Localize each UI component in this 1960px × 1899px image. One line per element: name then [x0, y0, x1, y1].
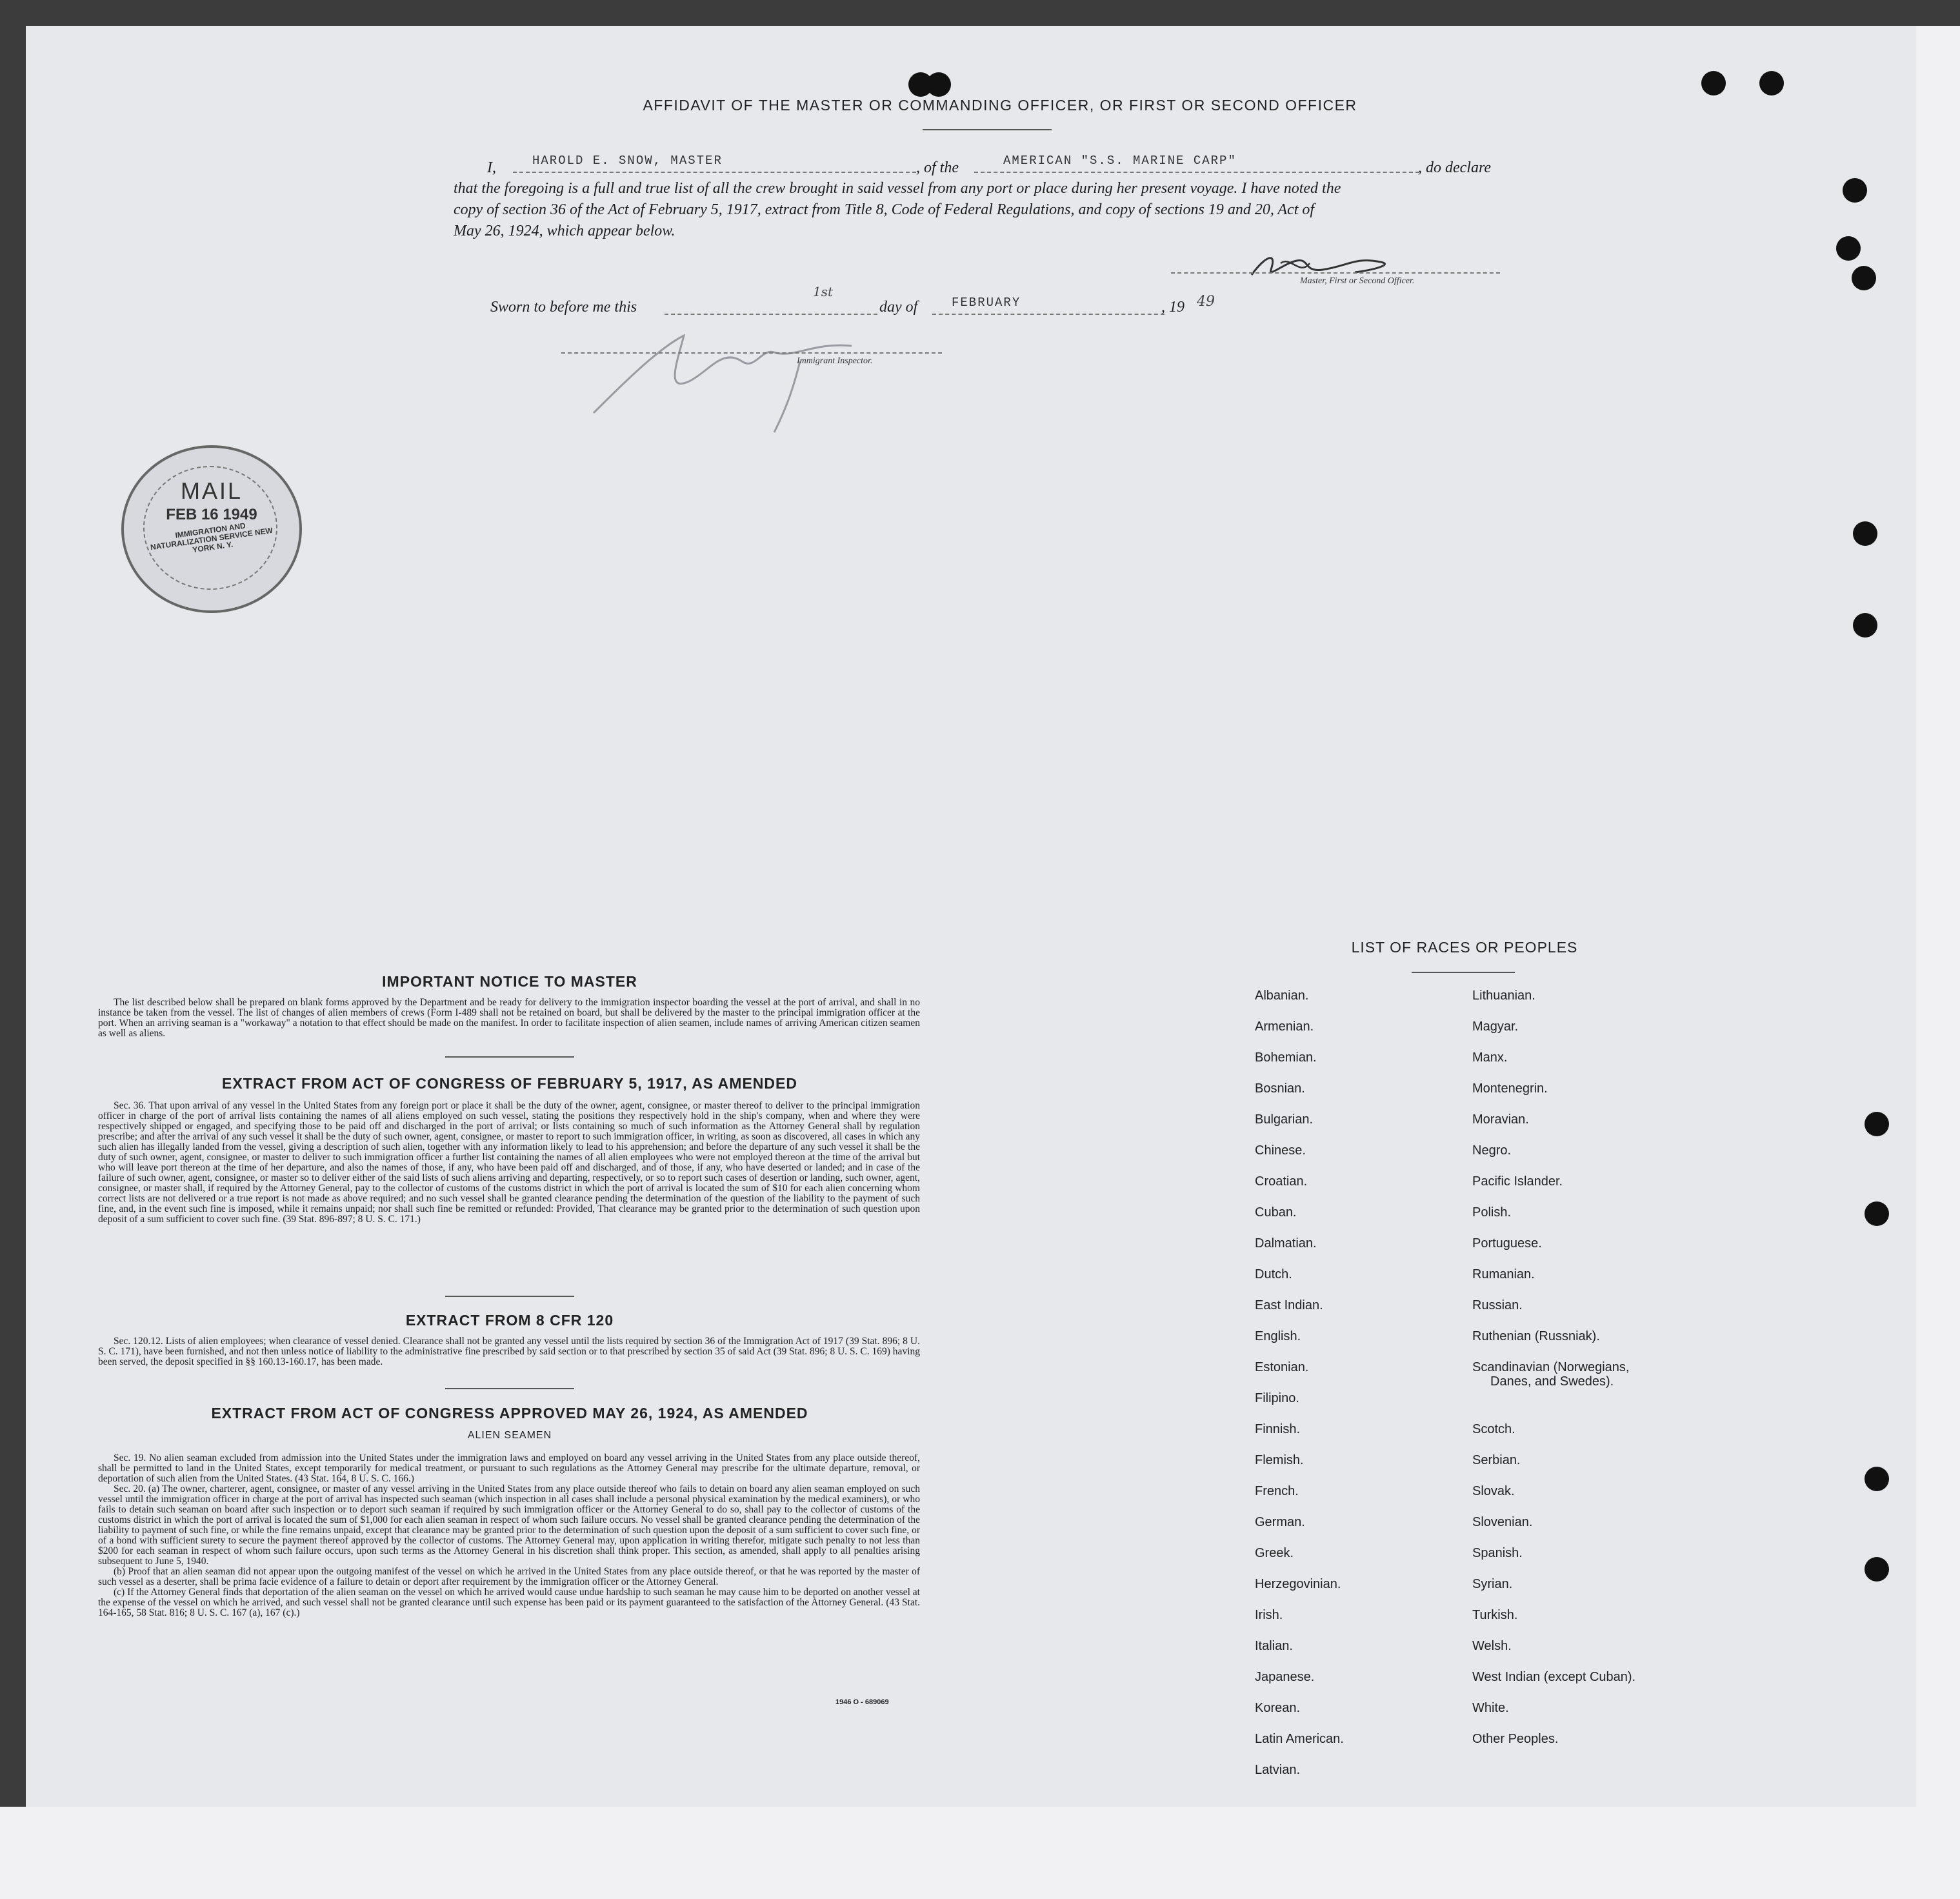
extract-cfr-title: EXTRACT FROM 8 CFR 120: [405, 1312, 614, 1329]
race-item: Pacific Islander.: [1472, 1174, 1563, 1189]
divider: [445, 1296, 574, 1297]
race-item: Manx.: [1472, 1050, 1508, 1065]
scan-edge: [1916, 26, 1960, 1807]
affidavit-i-label: I,: [487, 159, 496, 176]
race-item: Italian.: [1255, 1639, 1293, 1653]
race-item: Negro.: [1472, 1143, 1512, 1158]
race-item: Moravian.: [1472, 1112, 1529, 1127]
race-item: Croatian.: [1255, 1174, 1308, 1189]
race-item: Flemish.: [1255, 1453, 1304, 1467]
punch-hole: [1865, 1201, 1889, 1226]
section-19-paragraph: Sec. 19. No alien seaman excluded from admission into the United States under the immigration laws and employed on board any vessel arriving in the United States from any place outside thereof, shall be permitted to land in the United States, except temporarily for medical treatment, or pursuant to such regulations as the Attorney General may prescribe for the ultimate departure, removal, or deportation of such alien from the United States. (43 Stat. 164, 8 U. S. C. 166.): [98, 1452, 920, 1484]
day-line: [665, 314, 877, 315]
race-item: West Indian (except Cuban).: [1472, 1670, 1636, 1684]
notice-title: IMPORTANT NOTICE TO MASTER: [382, 973, 637, 990]
race-item: Japanese.: [1255, 1670, 1315, 1684]
stamp-org: IMMIGRATION AND NATURALIZATION SERVICE NEW YORK N. Y.: [150, 521, 274, 555]
affidavit-text-line2: that the foregoing is a full and true list of all the crew brought in said vessel from any port or place during her present voyage. I have noted the: [454, 180, 1341, 197]
master-name-line: [513, 172, 916, 173]
master-name-field: HAROLD E. SNOW, MASTER: [532, 154, 723, 168]
inspector-signature-line: [561, 352, 942, 354]
race-item: Portuguese.: [1472, 1236, 1542, 1251]
divider: [1412, 972, 1515, 973]
of-the-label: , of the: [916, 159, 959, 176]
race-item: French.: [1255, 1484, 1299, 1498]
punch-hole: [1852, 266, 1876, 290]
month-line: [932, 314, 1165, 315]
race-item: Slovenian.: [1472, 1515, 1533, 1529]
punch-hole: [1865, 1112, 1889, 1136]
race-item: Ruthenian (Russniak).: [1472, 1329, 1600, 1343]
race-item: Magyar.: [1472, 1020, 1519, 1034]
do-declare-label: , do declare: [1418, 159, 1492, 176]
race-item: Serbian.: [1472, 1453, 1521, 1467]
race-item: English.: [1255, 1329, 1301, 1343]
vessel-name-line: [974, 172, 1419, 173]
race-item: Other Peoples.: [1472, 1732, 1559, 1746]
section-120-paragraph: Sec. 120.12. Lists of alien employees; when clearance of vessel denied. Clearance shall not be granted any vessel until the lists required by section 36 of the Immigration Act of 1917 (39 Stat. 896; 8 U. S. C. 171), have been furnished, and not then unless notice of liability to the administrative fine prescribed by said section or to that prescribed by section 35 of said Act (39 Stat. 896; 8 U. S. C. 169) having been served, the deposit specified in §§ 160.13-160.17, has been made.: [98, 1336, 920, 1367]
race-item: Korean.: [1255, 1701, 1301, 1715]
race-item: Welsh.: [1472, 1639, 1512, 1653]
day-of-label: day of: [879, 299, 918, 316]
affidavit-text-line3: copy of section 36 of the Act of February 5, 1917, extract from Title 8, Code of Federal Regulations, and copy of sections 19 and 20, Act of: [454, 201, 1315, 218]
race-item: Estonian.: [1255, 1360, 1309, 1374]
race-item: East Indian.: [1255, 1298, 1323, 1312]
race-item: Turkish.: [1472, 1608, 1518, 1622]
race-item: Latvian.: [1255, 1763, 1301, 1777]
race-item: Herzegovinian.: [1255, 1577, 1341, 1591]
races-title: LIST OF RACES OR PEOPLES: [1351, 939, 1578, 956]
section-20c-paragraph: (c) If the Attorney General finds that deportation of the alien seaman on the vessel on which he arrived would cause undue hardship to such seaman he may cause him to be deported on another vessel at the expense of the vessel on which he arrived, and such vessel shall not be granted clearance until such expense has been paid or its payment guaranteed to the satisfaction of the Attorney General. (43 Stat. 164-165, 58 Stat. 816; 8 U. S. C. 167 (a), 167 (c).): [98, 1587, 920, 1618]
punch-hole: [1853, 613, 1877, 638]
race-item: Russian.: [1472, 1298, 1523, 1312]
race-item: Lithuanian.: [1472, 989, 1535, 1003]
race-item: Armenian.: [1255, 1020, 1314, 1034]
print-code: 1946 O - 689069: [835, 1698, 889, 1706]
punch-hole: [1701, 71, 1726, 95]
master-caption: Master, First or Second Officer.: [1300, 276, 1415, 286]
extract-1917-title: EXTRACT FROM ACT OF CONGRESS OF FEBRUARY 5, 1917, AS AMENDED: [222, 1075, 797, 1092]
stamp-mail-word: MAIL: [180, 477, 243, 504]
affidavit-title: AFFIDAVIT OF THE MASTER OR COMMANDING OFFICER, OR FIRST OR SECOND OFFICER: [643, 97, 1357, 114]
race-item: Polish.: [1472, 1205, 1512, 1220]
alien-seamen-subtitle: ALIEN SEAMEN: [467, 1430, 552, 1441]
punch-hole: [926, 72, 951, 97]
extract-1924-title: EXTRACT FROM ACT OF CONGRESS APPROVED MAY 26, 1924, AS AMENDED: [211, 1405, 808, 1422]
race-item: Chinese.: [1255, 1143, 1306, 1158]
inspector-signature: [581, 323, 942, 439]
race-item: Dutch.: [1255, 1267, 1292, 1281]
race-item: Rumanian.: [1472, 1267, 1535, 1281]
mail-date-stamp: [121, 445, 302, 613]
section-20a-paragraph: Sec. 20. (a) The owner, charterer, agent, consignee, or master of any vessel arriving in the United States from any place outside thereof who fails to detain on board any alien seaman employed on such vessel until the immigration officer in charge at the port of arrival has inspected such seaman (which inspection in all cases shall include a personal physical examination by the medical examiners), or who fails to detain such seaman on board after such inspection or to deport such seaman if required by such immigration officer or the Attorney General to do so, shall pay to the collector of customs of the customs district in which the port of arrival is located the sum of $1,000 for each alien seaman in respect of whom such failure occurs. No vessel shall be granted clearance pending the determination of the liability to payment of such fine, or while the fine remains unpaid, except that clearance may be granted prior to the determination of such question upon the deposit of a sum sufficient to cover such fine, or of a bond with sufficient surety to secure the payment thereof approved by the collector of customs. The Attorney General may, upon application in writing therefor, mitigate such penalty to not less than $200 for each seaman in respect of whom such failure occurs, upon such terms as the Attorney General in his discretion shall think proper. This section, as amended, shall apply to all penalties arising subsequent to June 5, 1940.: [98, 1483, 920, 1567]
race-item: Bulgarian.: [1255, 1112, 1314, 1127]
day-value: 1st: [813, 284, 834, 299]
scan-margin: [0, 1807, 1960, 1899]
notice-paragraph: The list described below shall be prepared on blank forms approved by the Department and be ready for delivery to the immigration inspector boarding the vessel at the port of arrival, and shall in no instance be taken from the vessel. The list of changes of alien members of crews (Form I-489 shall not be retained on board, but shall be delivered by the master to the principal immigration officer at the port. When an arriving seaman is a "workaway" a notation to that effect should be made on the manifest. In order to facilitate inspection of alien seamen, include names of arriving American citizen seamen as well as aliens.: [98, 997, 920, 1039]
race-item: Bohemian.: [1255, 1050, 1317, 1065]
race-item: Slovak.: [1472, 1484, 1515, 1498]
race-item: Montenegrin.: [1472, 1081, 1548, 1096]
punch-hole: [1865, 1557, 1889, 1582]
race-item: Finnish.: [1255, 1422, 1301, 1436]
race-item: Irish.: [1255, 1608, 1283, 1622]
stamp-date: FEB 16 1949: [166, 506, 257, 523]
race-item: Cuban.: [1255, 1205, 1297, 1220]
divider: [445, 1056, 574, 1058]
divider: [445, 1388, 574, 1389]
race-item: Scandinavian (Norwegians,: [1472, 1360, 1630, 1374]
title-divider: [923, 129, 1052, 130]
race-item: Filipino.: [1255, 1391, 1299, 1405]
race-item: Spanish.: [1472, 1546, 1523, 1560]
month-value: FEBRUARY: [952, 296, 1021, 310]
race-item: Scotch.: [1472, 1422, 1515, 1436]
race-item: Latin American.: [1255, 1732, 1344, 1746]
race-item: White.: [1472, 1701, 1509, 1715]
extract-cfr-body: [98, 1336, 920, 1367]
master-signature-line: [1171, 272, 1500, 274]
year-prefix: , 19: [1161, 299, 1185, 316]
race-item: Dalmatian.: [1255, 1236, 1317, 1251]
year-value: 49: [1197, 294, 1215, 310]
punch-hole: [1843, 178, 1867, 203]
punch-hole: [1865, 1467, 1889, 1491]
inspector-caption: Immigrant Inspector.: [797, 356, 873, 366]
extract-1917-body: [98, 1101, 920, 1225]
sworn-label: Sworn to before me this: [490, 299, 637, 316]
section-20b-paragraph: (b) Proof that an alien seaman did not appear upon the outgoing manifest of the vessel on which he arrived in the United States from any place outside thereof, or that he was reported by the master of such vessel as a deserter, shall be prima facie evidence of a failure to detain or deport after requirement by the immigration officer or the Attorney General.: [98, 1566, 920, 1587]
race-item: Bosnian.: [1255, 1081, 1305, 1096]
race-item: Greek.: [1255, 1546, 1294, 1560]
vessel-name-field: AMERICAN "S.S. MARINE CARP": [1003, 154, 1237, 168]
punch-hole: [1853, 521, 1877, 546]
notice-body: [98, 998, 920, 1039]
race-item: German.: [1255, 1515, 1305, 1529]
affidavit-text-line4: May 26, 1924, which appear below.: [454, 223, 675, 239]
punch-hole: [1836, 236, 1861, 261]
punch-hole: [1759, 71, 1784, 95]
race-item: Albanian.: [1255, 989, 1309, 1003]
extract-1924-body: [98, 1453, 920, 1618]
race-item: Danes, and Swedes).: [1490, 1374, 1614, 1389]
section-36-paragraph: Sec. 36. That upon arrival of any vessel in the United States from any foreign port or place it shall be the duty of the owner, agent, consignee, or master thereof to deliver to the principal immigration officer in charge of the port of arrival lists containing the names of all aliens employed on such vessel, stating the positions they respectively hold in the ship's company, when and where they were respectively shipped or engaged, and specifying those to be paid off and discharged in the port of arrival; or lists containing so much of such information as the Attorney General shall by regulation prescribe; and after the arrival of any such vessel it shall be the duty of such owner, agent, consignee, or master to report to such immigration officer, in writing, as soon as discovered, all cases in which any such alien has illegally landed from the vessel, giving a description of such alien, together with any information likely to lead to his apprehension; and before the departure of any such vessel it shall be the duty of such owner, agent, consignee, or master to deliver to such immigration officer a further list containing the names of all alien employees who were not employed thereon at the time of the arrival but who will leave port thereon at the time of her departure, and also the names of those, if any, who have been paid off and discharged, and of those, if any, who have deserted or landed; and in case of the failure of such owner, agent, consignee, or master so to deliver either of the said lists of such aliens arriving and departing, respectively, or so to report such cases of desertion or landing, such owner, agent, consignee, or master shall, if required by the Attorney General, pay to the collector of customs of the customs district in which the port of arrival is located the sum of $10 for each alien concerning whom correct lists are not delivered or a true report is not made as above required; and no such vessel shall be granted clearance pending the determination of the question of the liability to the payment of such fine, and, in the event such fine is imposed, while it remains unpaid; nor shall such fine be remitted or refunded: Provided, That clearance may be granted prior to the determination of such question upon deposit of a sum sufficient to cover such fine. (39 Stat. 896-897; 8 U. S. C. 171.): [98, 1100, 920, 1225]
race-item: Syrian.: [1472, 1577, 1513, 1591]
